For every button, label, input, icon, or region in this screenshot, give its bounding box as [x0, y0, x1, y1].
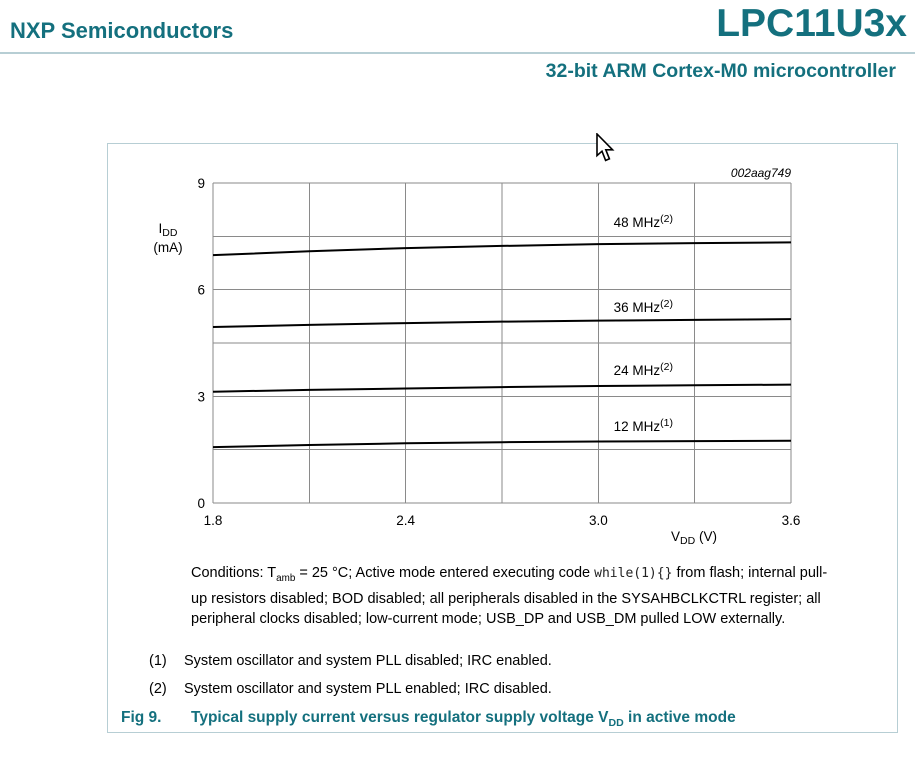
svg-text:(mA): (mA) — [153, 240, 183, 255]
header-divider — [0, 52, 915, 54]
figure-footnotes — [149, 651, 849, 707]
svg-text:9: 9 — [197, 176, 205, 191]
svg-text:3.0: 3.0 — [588, 513, 608, 528]
footnote-1 — [149, 651, 849, 671]
footnote-1-text: System oscillator and system PLL disabled; IRC enabled. — [184, 653, 552, 669]
supply-current-chart — [108, 144, 897, 544]
svg-text:1.8: 1.8 — [203, 513, 223, 528]
figure-conditions: Conditions: $T_{amb} = 25$ °C; Active mode entered executing code while(1){} from flash; internal pull-up resistors disabled; BOD disabled; all peripherals disabled in the SYSAHBCLKCTRL register; all peripheral clocks disabled; low-current mode; USB_DP and USB_DM pulled LOW externally. — [191, 565, 828, 627]
svg-text:36 MHz(2): 36 MHz$^{(2)}$ — [613, 298, 673, 316]
footnote-2-text: System oscillator and system PLL enabled; IRC disabled. — [184, 681, 552, 697]
figure-title: Typical supply current versus regulator supply voltage $V_{DD}$ in active mode — [191, 709, 736, 730]
svg-text:3.6: 3.6 — [781, 513, 801, 528]
svg-text:6: 6 — [197, 282, 205, 298]
footnote-1-number: (1) — [149, 653, 167, 669]
figure-caption — [121, 709, 881, 729]
figure-number: Fig 9. — [121, 709, 162, 726]
footnote-2 — [149, 679, 849, 699]
product-title: LPC11U3x — [716, 2, 907, 45]
figure-box — [107, 143, 898, 733]
svg-text:VDD (V): $V_{DD}$ (V) — [671, 529, 717, 544]
mouse-cursor-icon — [596, 133, 618, 165]
footnote-2-number: (2) — [149, 681, 167, 697]
svg-text:2.4: 2.4 — [396, 513, 416, 528]
svg-text:24 MHz(2): 24 MHz$^{(2)}$ — [613, 361, 673, 378]
svg-text:0: 0 — [197, 496, 205, 511]
svg-text:3: 3 — [197, 389, 205, 405]
product-subtitle: 32-bit ARM Cortex-M0 microcontroller — [545, 60, 896, 82]
svg-text:48 MHz(2): 48 MHz$^{(2)}$ — [613, 213, 673, 231]
svg-text:IDD: $I_{DD}$ — [158, 221, 178, 239]
svg-text:12 MHz(1): 12 MHz$^{(1)}$ — [613, 416, 673, 434]
vendor-name: NXP Semiconductors — [10, 18, 234, 43]
svg-text:002aag749: 002aag749 — [730, 166, 791, 180]
